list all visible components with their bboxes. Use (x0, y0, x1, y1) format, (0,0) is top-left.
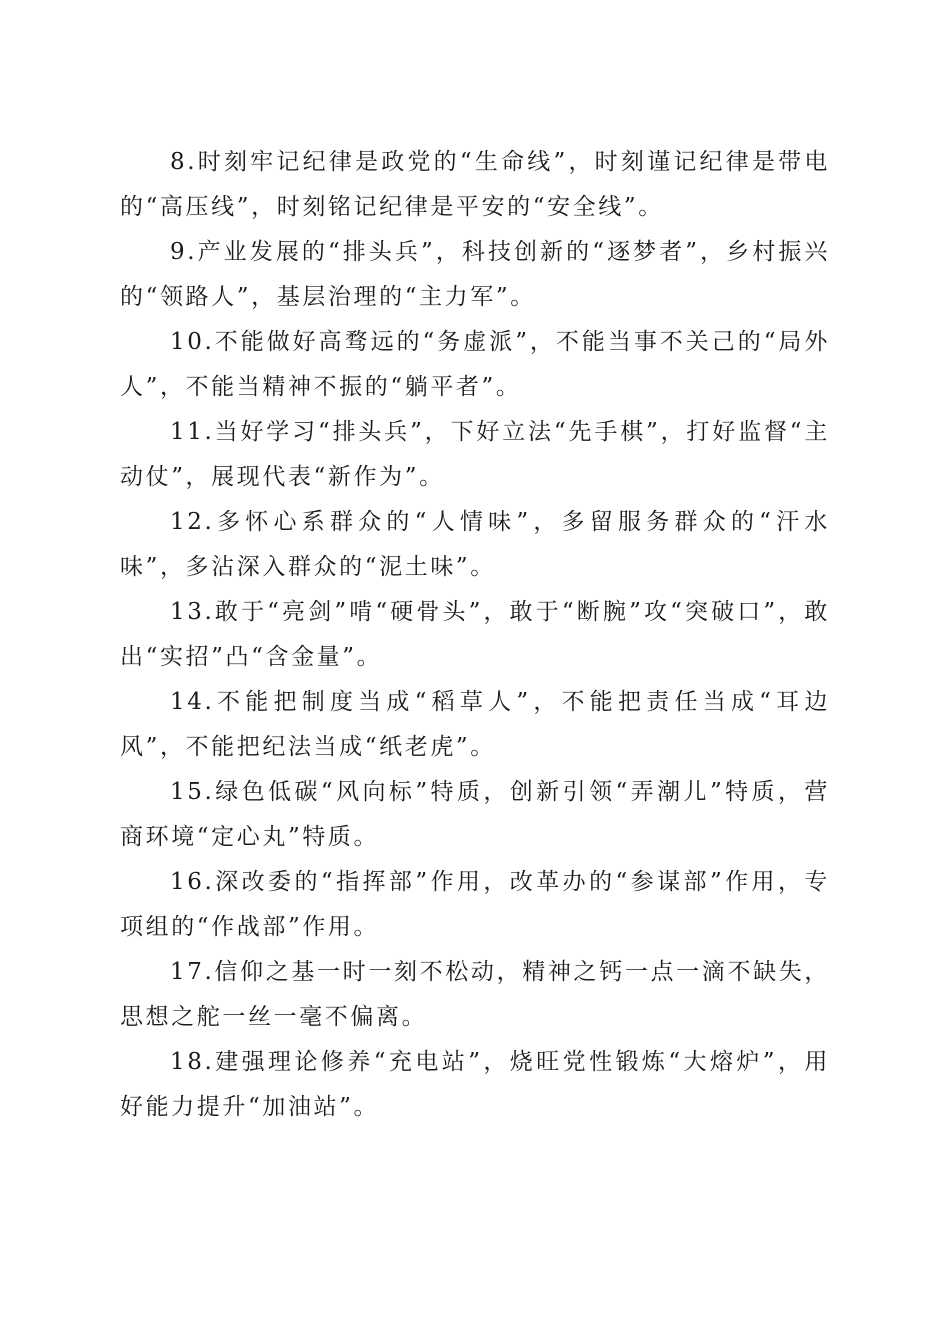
paragraph-14: 14.不能把制度当成“稻草人”，不能把责任当成“耳边风”，不能把纪法当成“纸老虎”。 (120, 689, 830, 760)
paragraph-12: 12.多怀心系群众的“人情味”，多留服务群众的“汗水味”，多沾深入群众的“泥土味”。 (120, 509, 830, 580)
paragraph-16: 16.深改委的“指挥部”作用，改革办的“参谋部”作用，专项组的“作战部”作用。 (120, 869, 830, 940)
paragraph-18: 18.建强理论修养“充电站”，烧旺党性锻炼“大熔炉”，用好能力提升“加油站”。 (120, 1049, 830, 1120)
paragraph-15: 15.绿色低碳“风向标”特质，创新引领“弄潮儿”特质，营商环境“定心丸”特质。 (120, 779, 830, 850)
paragraph-10: 10.不能做好高骛远的“务虚派”，不能当事不关己的“局外人”，不能当精神不振的“躺平者”。 (120, 329, 830, 400)
paragraph-17: 17.信仰之基一时一刻不松动，精神之钙一点一滴不缺失，思想之舵一丝一毫不偏离。 (120, 959, 830, 1030)
paragraph-13: 13.敢于“亮剑”啃“硬骨头”，敢于“断腕”攻“突破口”，敢出“实招”凸“含金量”。 (120, 599, 830, 670)
paragraph-8: 8.时刻牢记纪律是政党的“生命线”，时刻谨记纪律是带电的“高压线”，时刻铭记纪律是平安的“安全线”。 (120, 149, 830, 220)
paragraph-9: 9.产业发展的“排头兵”，科技创新的“逐梦者”，乡村振兴的“领路人”，基层治理的“主力军”。 (120, 239, 830, 310)
document-body (120, 140, 830, 1130)
paragraph-11: 11.当好学习“排头兵”，下好立法“先手棋”，打好监督“主动仗”，展现代表“新作为”。 (120, 419, 830, 490)
